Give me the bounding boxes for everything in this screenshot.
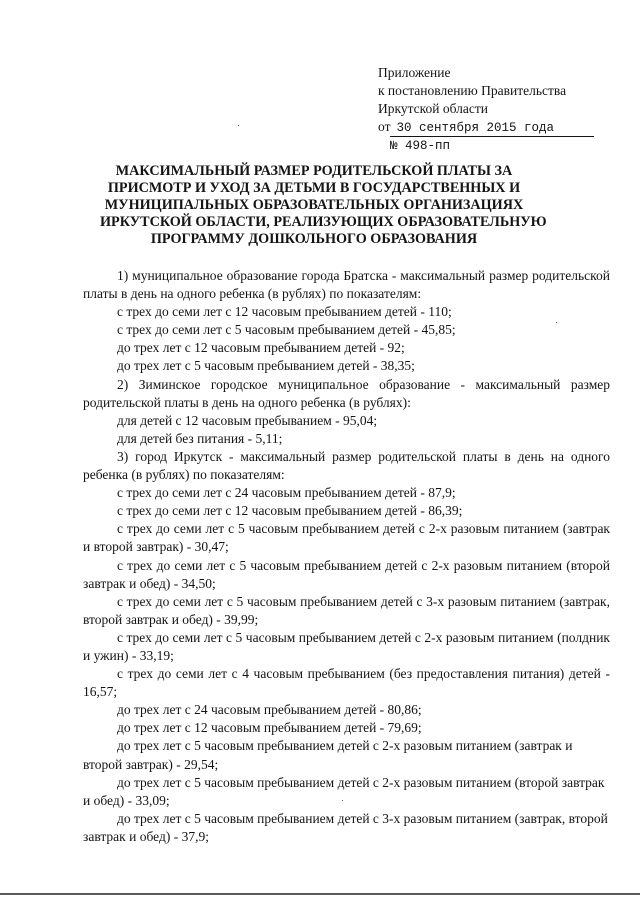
- list-item: до трех лет с 12 часовым пребыванием детей - 79,69;: [117, 720, 422, 736]
- attachment-header: [378, 64, 594, 155]
- attachment-number-line: [378, 137, 594, 155]
- attachment-label: Приложение: [378, 65, 451, 80]
- list-item: до трех лет с 5 часовым пребыванием детей - 38,35;: [117, 358, 415, 374]
- list-item: с трех до семи лет с 5 часовым пребыванием детей с 2-х разовым питанием (полдник и ужин) - 33,19;: [83, 629, 610, 663]
- title-line: МУНИЦИПАЛЬНЫХ ОБРАЗОВАТЕЛЬНЫХ ОРГАНИЗАЦИЯХ: [104, 197, 524, 213]
- title-line: ПРИСМОТР И УХОД ЗА ДЕТЬМИ В ГОСУДАРСТВЕННЫХ И: [107, 180, 521, 196]
- list-item: с трех до семи лет с 5 часовым пребыванием детей - 45,85;: [117, 322, 456, 338]
- scan-speck: [238, 125, 239, 126]
- list-item: с трех до семи лет с 24 часовым пребыванием детей - 87,9;: [117, 485, 456, 501]
- list-item: для детей без питания - 5,11;: [117, 430, 283, 446]
- paragraph-irkutsk: 3) город Иркутск - максимальный размер родительской платы в день на одного ребенка (в рублях) по показателям:: [83, 448, 610, 483]
- list-item: до трех лет с 5 часовым пребыванием детей с 3-х разовым питанием (завтрак, второй завтрак и обед) - 37,9;: [83, 810, 608, 844]
- list-item: до трех лет с 12 часовым пребыванием детей - 92;: [117, 340, 405, 356]
- attachment-date-line: [378, 118, 594, 137]
- list-item: для детей с 12 часовым пребыванием - 95,04;: [117, 412, 378, 428]
- list-item: до трех лет с 5 часовым пребыванием детей с 2-х разовым питанием (завтрак и второй завтрак) - 29,54;: [83, 738, 573, 772]
- list-item: с трех до семи лет с 5 часовым пребыванием детей с 3-х разовым питанием (завтрак, второй завтрак и обед) - 39,99;: [83, 593, 610, 627]
- date-field: [390, 121, 594, 137]
- list-item: с трех до семи лет с 5 часовым пребыванием детей с 2-х разовым питанием (завтрак и второй завтрак) - 30,47;: [83, 521, 610, 555]
- list-item: до трех лет с 5 часовым пребыванием детей с 2-х разовым питанием (второй завтрак и обед) - 33,09;: [83, 774, 605, 808]
- paragraph-zima: 2) Зиминское городское муниципальное образование - максимальный размер родительской платы в день на одного ребенка (в рублях):: [83, 376, 610, 410]
- title-line: МАКСИМАЛЬНЫЙ РАЗМЕР РОДИТЕЛЬСКОЙ ПЛАТЫ ЗА: [115, 163, 513, 179]
- scan-speck: [556, 322, 557, 323]
- scan-speck: [342, 800, 343, 801]
- list-item: с трех до семи лет с 5 часовым пребыванием детей с 2-х разовым питанием (второй завтрак и обед) - 34,50;: [83, 557, 610, 591]
- title-line: ИРКУТСКОЙ ОБЛАСТИ, РЕАЛИЗУЮЩИХ ОБРАЗОВАТЕЛЬНУЮ: [100, 214, 547, 230]
- attachment-decree-ref: к постановлению Правительства: [378, 83, 567, 98]
- date-prefix: от: [378, 119, 391, 134]
- number-prefix: №: [390, 139, 398, 153]
- date-value: 30 сентября 2015 года: [396, 121, 555, 135]
- number-value: 498-пп: [405, 139, 451, 153]
- title-line: ПРОГРАММУ ДОШКОЛЬНОГО ОБРАЗОВАНИЯ: [150, 231, 478, 247]
- paragraph-bratsk: 1) муниципальное образование города Братска - максимальный размер родительской платы в день на одного ребенка (в рублях) по показателям:: [83, 268, 610, 302]
- list-item: с трех до семи лет с 12 часовым пребыванием детей - 110;: [117, 304, 452, 320]
- list-item: с трех до семи лет с 4 часовым пребыванием (без предоставления питания) детей - 16,57;: [83, 666, 610, 700]
- document-title: [100, 163, 547, 248]
- document-body: [83, 267, 610, 846]
- list-item: с трех до семи лет с 12 часовым пребыванием детей - 86,39;: [117, 503, 463, 519]
- scan-bottom-edge: [0, 893, 640, 895]
- attachment-region: Иркутской области: [378, 101, 489, 116]
- list-item: до трех лет с 24 часовым пребыванием детей - 80,86;: [117, 702, 422, 718]
